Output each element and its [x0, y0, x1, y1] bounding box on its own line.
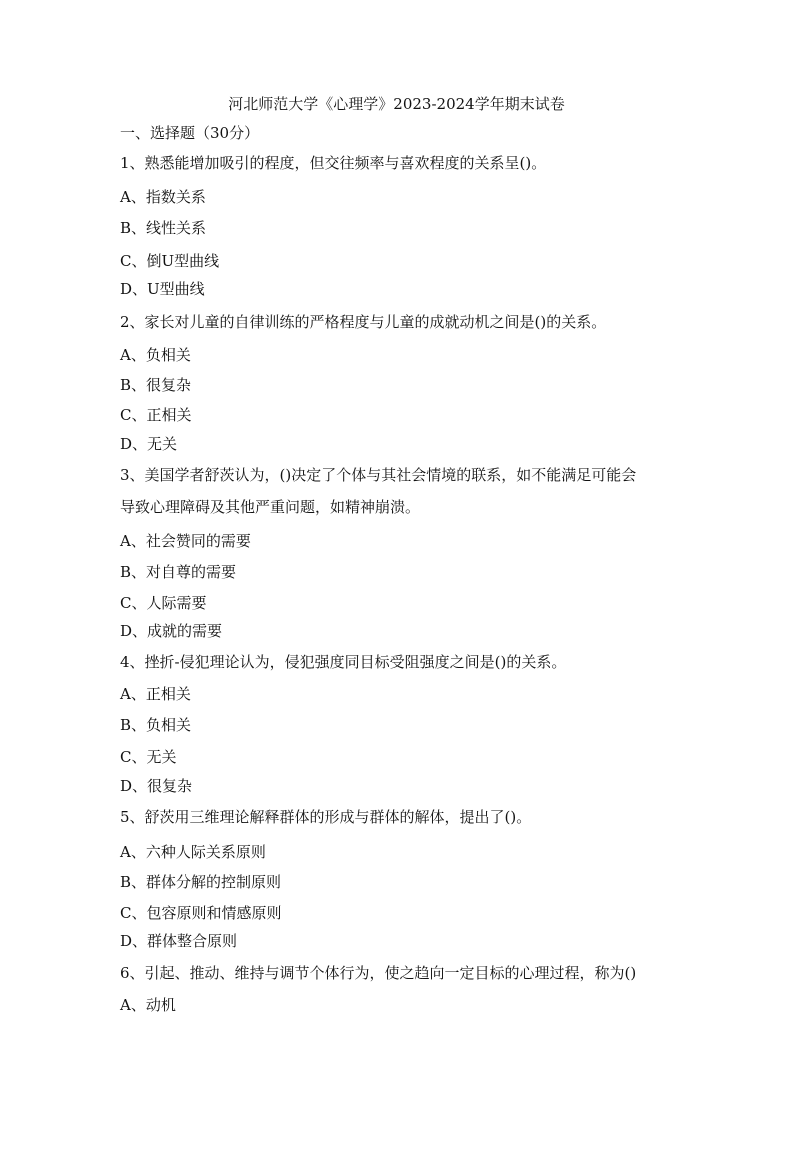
- question-stem: 5、舒茨用三维理论解释群体的形成与群体的解体，提出了()。: [120, 808, 532, 826]
- option: A、正相关: [120, 685, 191, 703]
- option: B、线性关系: [120, 219, 207, 237]
- question-stem: 3、美国学者舒茨认为，()决定了个体与其社会情境的联系，如不能满足可能会: [120, 466, 637, 484]
- question-stem: 导致心理障碍及其他严重问题，如精神崩溃。: [120, 498, 421, 516]
- option: C、人际需要: [120, 594, 207, 612]
- question-stem: 4、挫折-侵犯理论认为，侵犯强度同目标受阻强度之间是()的关系。: [120, 653, 567, 671]
- option: D、U型曲线: [120, 280, 205, 298]
- question-stem: 1、熟悉能增加吸引的程度，但交往频率与喜欢程度的关系呈()。: [120, 154, 547, 172]
- option: B、群体分解的控制原则: [120, 873, 282, 891]
- section-heading: 一、选择题（30分）: [120, 124, 260, 142]
- document-title: 河北师范大学《心理学》2023-2024学年期末试卷: [228, 95, 565, 113]
- option: A、动机: [120, 996, 176, 1014]
- option: D、成就的需要: [120, 622, 223, 640]
- option: C、倒U型曲线: [120, 252, 220, 270]
- option: C、正相关: [120, 406, 192, 424]
- question-stem: 2、家长对儿童的自律训练的严格程度与儿童的成就动机之间是()的关系。: [120, 313, 607, 331]
- option: C、无关: [120, 748, 177, 766]
- option: B、很复杂: [120, 376, 192, 394]
- option: B、负相关: [120, 716, 192, 734]
- option: A、指数关系: [120, 188, 206, 206]
- question-stem: 6、引起、推动、维持与调节个体行为，使之趋向一定目标的心理过程，称为(): [120, 964, 637, 982]
- option: A、社会赞同的需要: [120, 532, 251, 550]
- option: A、六种人际关系原则: [120, 843, 266, 861]
- option: D、无关: [120, 435, 178, 453]
- option: D、很复杂: [120, 777, 193, 795]
- option: C、包容原则和情感原则: [120, 904, 282, 922]
- option: A、负相关: [120, 346, 191, 364]
- option: B、对自尊的需要: [120, 563, 237, 581]
- option: D、群体整合原则: [120, 932, 238, 950]
